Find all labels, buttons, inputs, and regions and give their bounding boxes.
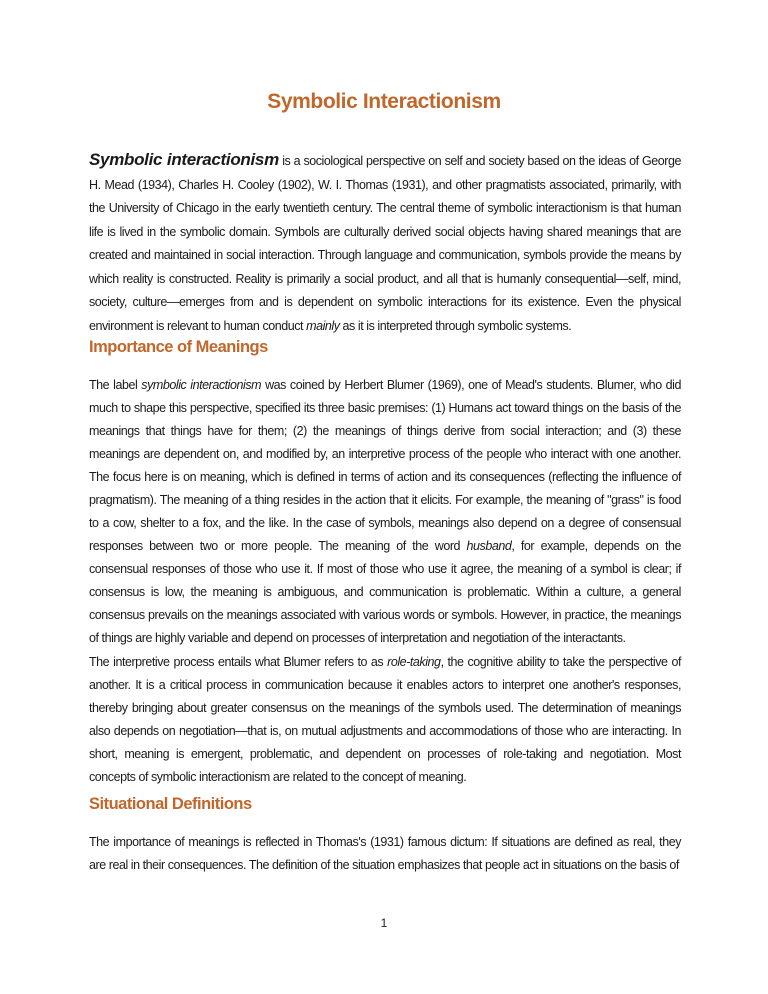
meanings-paragraph-2 (89, 651, 681, 789)
situational-block (89, 831, 681, 877)
p1-text-c: , for example, depends on the consensual responses of those who use it. If most of those who use it agree, the meaning of a symbol is clear; if consensus is low, the meaning is ambiguous, and communication is problematic. Within a culture, a general consensus prevails on the meanings associated with various words or symbols. However, in practice, the meanings of things are highly variable and depend on processes of interpretation and negotiation of the interactants. (89, 539, 681, 645)
p1-text-b: was coined by Herbert Blumer (1969), one of Mead's students. Blumer, who did much to shape this perspective, specified its three basic premises: (1) Humans act toward things on the basis of the meanings that things have for them; (2) the meanings of things derive from social interaction; and (3) these meanings are dependent on, and modified by, an interpretive process of the people who interact with one another. The focus here is on meaning, which is defined in terms of action and its consequences (reflecting the influence of pragmatism). The meaning of a thing resides in the action that it elicits. For example, the meaning of "grass" is food to a cow, shelter to a fox, and the like. In the case of symbols, meanings also depend on a degree of consensual responses between two or more people. The meaning of the word (89, 378, 681, 553)
intro-paragraph (89, 148, 681, 338)
intro-text-end: as it is interpreted through symbolic systems. (339, 318, 572, 333)
intro-text: is a sociological perspective on self and society based on the ideas of George H. Mead (1934), Charles H. Cooley (1902), W. I. Thomas (1931), and other pragmatists associated, primarily, with the University of Chicago in the early twentieth century. The central theme of symbolic interactionism is that human life is lived in the symbolic domain. Symbols are culturally derived social objects having shared meanings that are created and maintained in social interaction. Through language and communication, symbols provide the means by which reality is constructed. Reality is primarily a social product, and all that is humanly consequential—self, mind, society, culture—emerges from and is dependent on symbolic interactions for its existence. Even the physical environment is relevant to human conduct (89, 154, 681, 333)
meanings-block-2 (89, 651, 681, 789)
p2-text-a: The interpretive process entails what Blumer refers to as (89, 655, 388, 669)
lead-term: Symbolic interactionism (89, 150, 279, 169)
p2-italic-a: role-taking (387, 655, 441, 669)
document-title: Symbolic Interactionism (267, 90, 501, 113)
page-number: 1 (380, 916, 388, 930)
p1-italic-a: symbolic interactionism (141, 378, 262, 392)
p1-italic-b: husband (466, 539, 512, 553)
meanings-paragraph-1 (89, 374, 681, 650)
intro-block (89, 148, 681, 338)
section-heading-meanings: Importance of Meanings (89, 338, 268, 356)
p1-text-a: The label (89, 378, 142, 392)
meanings-block (89, 374, 681, 650)
section-heading-situational: Situational Definitions (89, 795, 252, 813)
situational-paragraph-1: The importance of meanings is reflected in Thomas's (1931) famous dictum: If situations are defined as real, they are real in their consequences. The definition of the situation emphasizes that people act in situations on the basis of (89, 835, 681, 872)
p2-text-b: , the cognitive ability to take the perspective of another. It is a critical process in communication because it enables actors to interpret one another's responses, thereby bringing about greater consensus on the meanings of the symbols used. The determination of meanings also depends on negotiation—that is, on mutual adjustments and accommodations of those who are interacting. In short, meaning is emergent, problematic, and dependent on processes of role-taking and negotiation. Most concepts of symbolic interactionism are related to the concept of meaning. (89, 655, 681, 784)
intro-italic: mainly (306, 318, 340, 333)
